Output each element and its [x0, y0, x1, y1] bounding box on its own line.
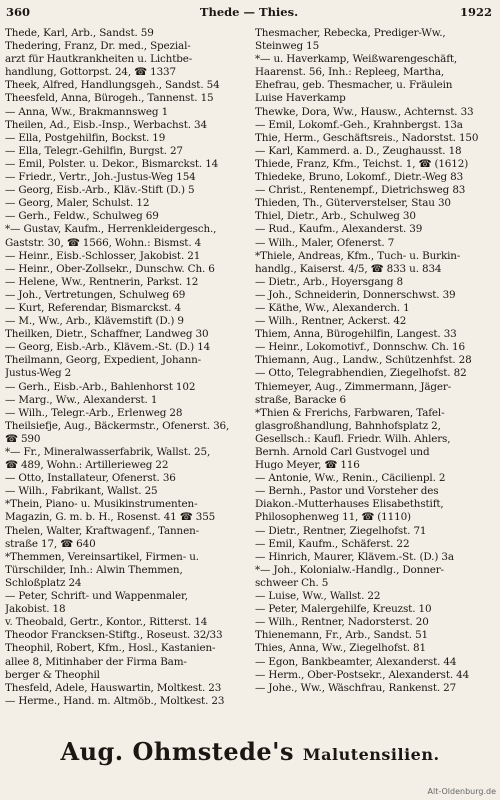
directory-entry-line: — Herm., Ober-Postsekr., Alexanderst. 44	[255, 668, 470, 681]
directory-entry-line: v. Theobald, Gertr., Kontor., Ritterst. 14	[5, 616, 208, 629]
directory-entry-line: schweer Ch. 5	[255, 576, 329, 589]
directory-entry-line: Jakobist. 18	[5, 603, 66, 616]
directory-entry-line: — Gerh., Eisb.-Arb., Bahlenhorst 102	[5, 380, 196, 393]
page-header	[6, 5, 492, 21]
directory-entry-line: — Joh., Schneiderin, Donnerschwst. 39	[255, 288, 456, 301]
directory-entry-line: Diakon.-Mutterhauses Elisabethstift,	[255, 498, 444, 511]
directory-entry-line: Bernh. Arnold Carl Gustvogel und	[255, 446, 430, 458]
directory-entry-line: Theilken, Dietr., Schaffner, Landweg 30	[5, 328, 209, 341]
directory-entry-line: — Joh., Vertretungen, Schulweg 69	[5, 288, 186, 301]
directory-entry-line: Thesmacher, Rebecka, Prediger-Ww.,	[255, 27, 446, 39]
directory-entry-line: Thiem, Anna, Bürogehilfin, Langest. 33	[255, 328, 457, 341]
directory-entry-line: — Wilh., Rentner, Nadorsterst. 20	[255, 616, 429, 629]
directory-entry-line: Thie, Herm., Geschäftsreis., Nadorstst. 150	[255, 131, 479, 144]
directory-entry-line: *Thiele, Andreas, Kfm., Tuch- u. Burkin-	[255, 249, 461, 262]
directory-entry-line: Theodor Francksen-Stiftg., Roseust. 32/33	[5, 629, 223, 642]
directory-entry-line: — Wilh., Rentner, Ackerst. 42	[255, 315, 407, 328]
page-title: Thede — Thies.	[199, 5, 299, 19]
directory-entry-line: ☎ 590	[5, 432, 41, 445]
directory-entry-line: Theek, Alfred, Handlungsgeh., Sandst. 54	[5, 79, 220, 92]
directory-entry-line: *Thein, Piano- u. Musikinstrumenten-	[5, 498, 198, 511]
directory-entry-line: handlung, Gottorpst. 24, ☎ 1337	[5, 66, 176, 79]
directory-entry-line: — Wilh., Fabrikant, Wallst. 25	[5, 485, 158, 498]
directory-entry-line: — Bernh., Pastor und Vorsteher des	[255, 485, 439, 498]
directory-entry-line: Theilmann, Georg, Expedient, Johann-	[5, 354, 202, 367]
directory-entry-line: Gesellsch.: Kaufl. Friedr. Wilh. Ahlers,	[255, 432, 451, 445]
directory-entry-line: — Johe., Ww., Wäschfrau, Rankenst. 27	[255, 681, 457, 694]
directory-entry-line: — Anna, Ww., Brakmannsweg 1	[5, 105, 169, 118]
page-number: 360	[6, 5, 31, 19]
directory-entry-line: — Wilh., Telegr.-Arb., Erlenweg 28	[5, 406, 183, 419]
directory-entry-line: *— Gustav, Kaufm., Herrenkleidergesch.,	[5, 223, 217, 236]
directory-entry-line: Thiede, Franz, Kfm., Teichst. 1, ☎ (1612)	[255, 157, 469, 170]
directory-entry-line: straße 17, ☎ 640	[5, 537, 96, 550]
directory-entry-line: — Luise, Ww., Wallst. 22	[255, 590, 381, 603]
directory-entry-line: Thelen, Walter, Kraftwagenf., Tannen-	[5, 524, 200, 537]
directory-entry-line: — Christ., Rentenempf., Dietrichsweg 83	[255, 184, 466, 197]
directory-entry-line: — Georg, Maler, Schulst. 12	[5, 197, 150, 210]
directory-entry-line: ☎ 489, Wohn.: Artillerieweg 22	[5, 459, 169, 472]
directory-entry-line: — Käthe, Ww., Alexanderch. 1	[255, 301, 410, 314]
directory-entry-line: *— Fr., Mineralwasserfabrik, Wallst. 25,	[5, 446, 211, 458]
directory-entry-line: — Friedr., Vertr., Joh.-Justus-Weg 154	[5, 171, 196, 184]
directory-entry-line: Thienemann, Fr., Arb., Sandst. 51	[255, 629, 428, 642]
directory-entry-line: — Georg, Eisb.-Arb., Klävem.-St. (D.) 14	[5, 341, 211, 354]
advertisement-brand: Aug. Ohmstede's	[60, 737, 295, 766]
directory-entry-line: Magazin, G. m. b. H., Rosenst. 41 ☎ 355	[5, 511, 216, 524]
year-label: 1922	[459, 5, 492, 19]
directory-entry-line: — Herme., Hand. m. Altmöb., Moltkest. 23	[5, 694, 225, 707]
directory-entry-line: *Themmen, Vereinsartikel, Firmen- u.	[5, 550, 199, 563]
left-column	[5, 27, 245, 737]
directory-entry-line: — Antonie, Ww., Renin., Cäcilienpl. 2	[255, 472, 446, 485]
directory-entry-line: — M., Ww., Arb., Klävemstift (D.) 9	[5, 315, 184, 328]
directory-entry-line: Thewke, Dora, Ww., Hausw., Achternst. 33	[255, 105, 474, 118]
directory-entry-line: Theophil, Robert, Kfm., Hosl., Kastanien-	[5, 642, 216, 655]
directory-entry-line: Türschilder, Inh.: Alwin Themmen,	[5, 563, 183, 576]
directory-entry-line: — Dietr., Rentner, Ziegelhofst. 71	[255, 524, 427, 537]
directory-entry-line: — Peter, Schrift- und Wappenmaler,	[5, 590, 188, 603]
directory-entry-line: Thiemann, Aug., Landw., Schützenhfst. 28	[255, 354, 472, 367]
directory-entry-line: — Otto, Telegrabhendien, Ziegelhofst. 82	[255, 367, 467, 380]
directory-entry-line: straße, Baracke 6	[255, 393, 346, 406]
directory-entry-line: Haarenst. 56, Inh.: Repleeg, Martha,	[255, 66, 445, 79]
right-column	[255, 27, 495, 737]
directory-entry-line: Steinweg 15	[255, 40, 320, 53]
directory-entry-line: berger & Theophil	[5, 668, 100, 681]
directory-entry-line: Thiel, Dietr., Arb., Schulweg 30	[255, 210, 416, 223]
directory-entry-line: Thies, Anna, Ww., Ziegelhofst. 81	[255, 642, 426, 655]
directory-entry-line: — Dietr., Arb., Hoyersgang 8	[255, 275, 403, 288]
directory-entry-line: Hugo Meyer, ☎ 116	[255, 459, 360, 472]
directory-entry-line: Theilen, Ad., Eisb.-Insp., Werbachst. 34	[5, 118, 207, 131]
advertisement-banner	[0, 737, 500, 766]
directory-entry-line: — Heinr., Eisb.-Schlosser, Jakobist. 21	[5, 249, 201, 262]
directory-entry-line: glasgroßhandlung, Bahnhofsplatz 2,	[255, 419, 441, 432]
directory-entry-line: Thiemeyer, Aug., Zimmermann, Jäger-	[255, 380, 452, 393]
directory-entry-line: arzt für Hautkrankheiten u. Lichtbe-	[5, 53, 193, 66]
directory-entry-line: *— Joh., Kolonialw.-Handlg., Donner-	[255, 563, 444, 576]
directory-entry-line: Thedering, Franz, Dr. med., Spezial-	[5, 40, 191, 53]
directory-entry-line: — Heinr., Lokomotivf., Donnschw. Ch. 16	[255, 341, 465, 354]
directory-entry-line: *— u. Haverkamp, Weißwarengeschäft,	[255, 53, 458, 66]
directory-entry-line: Thiedeke, Bruno, Lokomf., Dietr.-Weg 83	[255, 171, 464, 184]
directory-entry-line: Theesfeld, Anna, Bürogeh., Tannenst. 15	[5, 92, 214, 105]
directory-entry-line: Thesfeld, Adele, Hauswartin, Moltkest. 23	[5, 681, 222, 694]
directory-entry-line: Schloßplatz 24	[5, 576, 82, 589]
directory-entry-line: Thede, Karl, Arb., Sandst. 59	[5, 27, 154, 39]
directory-entry-line: Theilsiefje, Aug., Bäckermstr., Ofenerst. 36,	[5, 419, 230, 432]
directory-entry-line: — Emil, Lokomf.-Geh., Krahnbergst. 13a	[255, 118, 463, 131]
directory-entry-line: — Gerh., Feldw., Schulweg 69	[5, 210, 159, 223]
advertisement-product: Malutensilien.	[302, 745, 440, 764]
directory-entry-line: — Egon, Bankbeamter, Alexanderst. 44	[255, 655, 457, 668]
directory-entry-line: — Georg, Eisb.-Arb., Kläv.-Stift (D.) 5	[5, 184, 195, 197]
directory-entry-line: allee 8, Mitinhaber der Firma Bam-	[5, 655, 187, 668]
directory-entry-line: — Rud., Kaufm., Alexanderst. 39	[255, 223, 423, 236]
directory-entry-line: *Thien & Frerichs, Farbwaren, Tafel-	[255, 406, 445, 419]
directory-entry-line: — Heinr., Ober-Zollsekr., Dunschw. Ch. 6	[5, 262, 215, 275]
directory-entry-line: — Wilh., Maler, Ofenerst. 7	[255, 236, 395, 249]
directory-entry-line: Ehefrau, geb. Thesmacher, u. Fräulein	[255, 79, 453, 92]
directory-entry-line: — Emil, Polster. u. Dekor., Bismarckst. 14	[5, 157, 219, 170]
directory-entry-line: Philosophenweg 11, ☎ (1110)	[255, 511, 411, 524]
directory-entry-line: Thieden, Th., Güterverstelser, Stau 30	[255, 197, 451, 210]
directory-entry-line: — Hinrich, Maurer, Klävem.-St. (D.) 3a	[255, 550, 454, 563]
directory-entry-line: — Otto, Installateur, Ofenerst. 36	[5, 472, 176, 485]
directory-entry-line: — Karl, Kammerd. a. D., Zeughausst. 18	[255, 144, 462, 157]
directory-entry-line: — Ella, Postgehilfin, Bockst. 19	[5, 131, 166, 144]
directory-entry-line: — Kurt, Referendar, Bismarckst. 4	[5, 301, 181, 314]
directory-entry-line: — Helene, Ww., Rentnerin, Parkst. 12	[5, 275, 199, 288]
directory-entry-line: Luise Haverkamp	[255, 92, 346, 105]
directory-entry-line: — Marg., Ww., Alexanderst. 1	[5, 393, 158, 406]
watermark: Alt-Oldenburg.de	[427, 787, 496, 796]
directory-entry-line: — Emil, Kaufm., Schäferst. 22	[255, 537, 410, 550]
directory-entry-line: Gaststr. 30, ☎ 1566, Wohn.: Bismst. 4	[5, 236, 202, 249]
directory-entry-line: — Peter, Malergehilfe, Kreuzst. 10	[255, 603, 432, 616]
directory-entry-line: Justus-Weg 2	[5, 367, 72, 380]
directory-entry-line: handlg., Kaiserst. 4/5, ☎ 833 u. 834	[255, 262, 442, 275]
directory-entry-line: — Ella, Telegr.-Gehilfin, Burgst. 27	[5, 144, 183, 157]
